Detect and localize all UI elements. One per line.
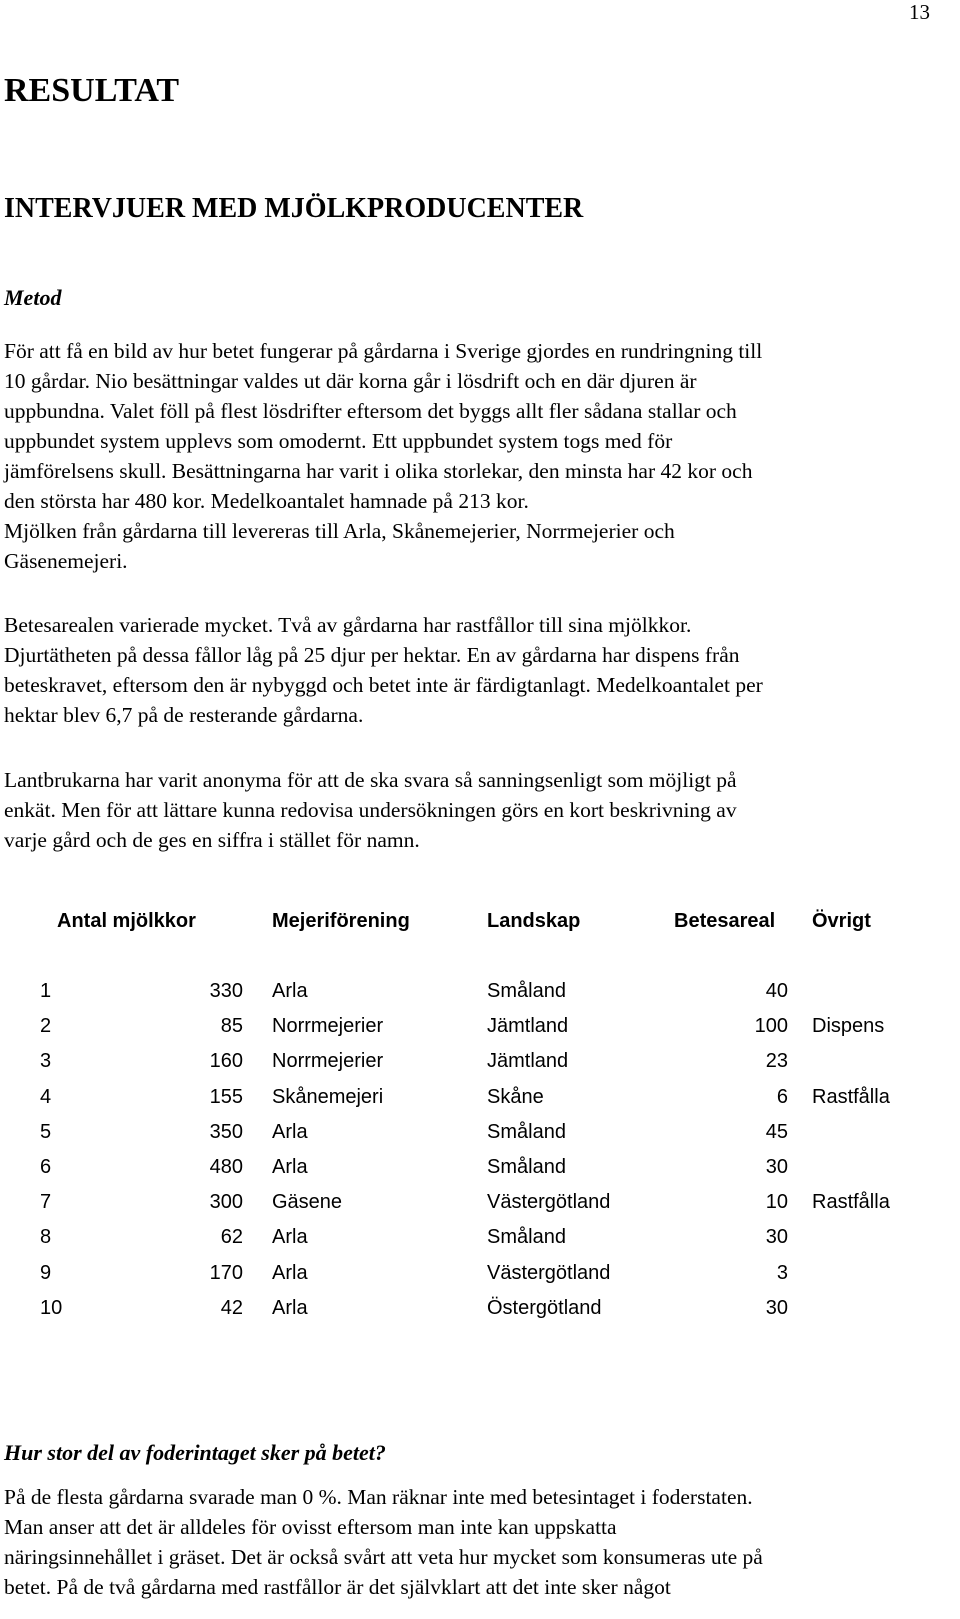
cell-nr: 5 — [40, 1121, 52, 1143]
paragraph-line: Man anser att det är alldeles för ovisst eftersom man inte kan uppskatta — [4, 1515, 617, 1539]
header-landskap: Landskap — [487, 910, 581, 932]
header-mejeriforening: Mejeriförening — [272, 910, 410, 932]
cell-kor: 155 — [209, 1086, 243, 1108]
cell-ovrigt: Rastfålla — [812, 1086, 890, 1108]
cell-nr: 10 — [40, 1297, 63, 1319]
cell-kor: 42 — [220, 1297, 243, 1319]
cell-mejeri: Norrmejerier — [272, 1050, 384, 1072]
cell-landskap: Västergötland — [487, 1262, 611, 1284]
paragraph-line: Mjölken från gårdarna till levereras till Arla, Skånemejerier, Norrmejerier och — [4, 519, 675, 543]
cell-landskap: Småland — [487, 1156, 566, 1178]
paragraph-line: jämförelsens skull. Besättningarna har varit i olika storlekar, den minsta har 42 kor och — [4, 459, 753, 483]
cell-kor: 170 — [209, 1262, 243, 1284]
pasture-paragraph — [4, 610, 949, 730]
cell-landskap: Östergötland — [487, 1297, 602, 1319]
cell-kor: 330 — [209, 980, 243, 1002]
cell-mejeri: Gäsene — [272, 1191, 343, 1213]
cell-mejeri: Norrmejerier — [272, 1015, 384, 1037]
cell-nr: 3 — [40, 1050, 52, 1072]
paragraph-line: enkät. Men för att lättare kunna redovisa undersökningen görs en kort beskrivning av — [4, 798, 737, 822]
cell-nr: 9 — [40, 1262, 52, 1284]
cell-areal: 10 — [765, 1191, 788, 1213]
cell-kor: 160 — [209, 1050, 243, 1072]
paragraph-line: varje gård och de ges en siffra i stället för namn. — [4, 828, 420, 852]
cell-ovrigt: Rastfålla — [812, 1191, 890, 1213]
paragraph-line: uppbundna. Valet föll på flest lösdrifter eftersom det byggs allt fler sådana stallar och — [4, 399, 737, 423]
subsection-title: INTERVJUER MED MJÖLKPRODUCENTER — [4, 193, 584, 224]
paragraph-line: På de flesta gårdarna svarade man 0 %. Man räknar inte med betesintaget i foderstaten. — [4, 1485, 753, 1509]
cell-nr: 8 — [40, 1226, 52, 1248]
paragraph-line: näringsinnehållet i gräset. Det är också svårt att veta hur mycket som konsumeras ute på — [4, 1545, 763, 1569]
cell-kor: 62 — [220, 1226, 243, 1248]
cell-areal: 3 — [776, 1262, 788, 1284]
section-title: RESULTAT — [4, 72, 180, 109]
cell-mejeri: Arla — [272, 980, 308, 1002]
paragraph-line: Djurtätheten på dessa fållor låg på 25 djur per hektar. En av gårdarna har dispens från — [4, 643, 740, 667]
cell-areal: 30 — [765, 1226, 788, 1248]
paragraph-line: uppbundet system upplevs som omodernt. Ett uppbundet system togs med för — [4, 429, 673, 453]
cell-landskap: Västergötland — [487, 1191, 611, 1213]
cell-mejeri: Arla — [272, 1121, 308, 1143]
paragraph-line: Gäsenemejeri. — [4, 549, 128, 573]
cell-nr: 6 — [40, 1156, 52, 1178]
cell-areal: 40 — [765, 980, 788, 1002]
cell-nr: 1 — [40, 980, 52, 1002]
paragraph-line: den största har 480 kor. Medelkoantalet hamnade på 213 kor. — [4, 489, 529, 513]
paragraph-line: Betesarealen varierade mycket. Två av gårdarna har rastfållor till sina mjölkkor. — [4, 613, 692, 637]
grazing-paragraph — [4, 1482, 949, 1602]
cell-ovrigt: Dispens — [812, 1015, 885, 1037]
header-ovrigt: Övrigt — [812, 910, 871, 932]
cell-kor: 350 — [209, 1121, 243, 1143]
cell-kor: 300 — [209, 1191, 243, 1213]
cell-mejeri: Arla — [272, 1297, 308, 1319]
cell-mejeri: Arla — [272, 1226, 308, 1248]
cell-landskap: Skåne — [487, 1086, 544, 1108]
anonymity-paragraph — [4, 765, 949, 855]
cell-landskap: Jämtland — [487, 1015, 569, 1037]
method-paragraph — [4, 336, 949, 576]
cell-areal: 30 — [765, 1297, 788, 1319]
page-number: 13 — [909, 0, 930, 24]
cell-nr: 4 — [40, 1086, 52, 1108]
cell-nr: 7 — [40, 1191, 52, 1213]
header-betesareal: Betesareal — [674, 910, 776, 932]
paragraph-line: beteskravet, eftersom den är nybyggd och betet inte är färdigtanlagt. Medelkoantalet per — [4, 673, 763, 697]
cell-mejeri: Skånemejeri — [272, 1086, 384, 1108]
cell-landskap: Jämtland — [487, 1050, 569, 1072]
question-heading: Hur stor del av foderintaget sker på betet? — [4, 1440, 386, 1465]
cell-nr: 2 — [40, 1015, 52, 1037]
cell-kor: 480 — [209, 1156, 243, 1178]
cell-areal: 45 — [765, 1121, 788, 1143]
cell-areal: 30 — [765, 1156, 788, 1178]
paragraph-line: hektar blev 6,7 på de resterande gårdarna. — [4, 703, 364, 727]
cell-mejeri: Arla — [272, 1262, 308, 1284]
cell-areal: 6 — [776, 1086, 788, 1108]
paragraph-line: betet. På de två gårdarna med rastfållor är det självklart att det inte sker något — [4, 1575, 671, 1599]
cell-landskap: Småland — [487, 1226, 566, 1248]
paragraph-line: Lantbrukarna har varit anonyma för att de ska svara så sanningsenligt som möjligt på — [4, 768, 737, 792]
cell-landskap: Småland — [487, 1121, 566, 1143]
method-heading: Metod — [4, 285, 62, 310]
cell-areal: 23 — [765, 1050, 788, 1072]
cell-areal: 100 — [754, 1015, 788, 1037]
paragraph-line: 10 gårdar. Nio besättningar valdes ut där korna går i lösdrift och en där djuren är — [4, 369, 697, 393]
cell-kor: 85 — [220, 1015, 243, 1037]
cell-mejeri: Arla — [272, 1156, 308, 1178]
cell-landskap: Småland — [487, 980, 566, 1002]
paragraph-line: För att få en bild av hur betet fungerar på gårdarna i Sverige gjordes en rundringning till — [4, 339, 763, 363]
header-antal-mjolkkor: Antal mjölkkor — [57, 910, 196, 932]
